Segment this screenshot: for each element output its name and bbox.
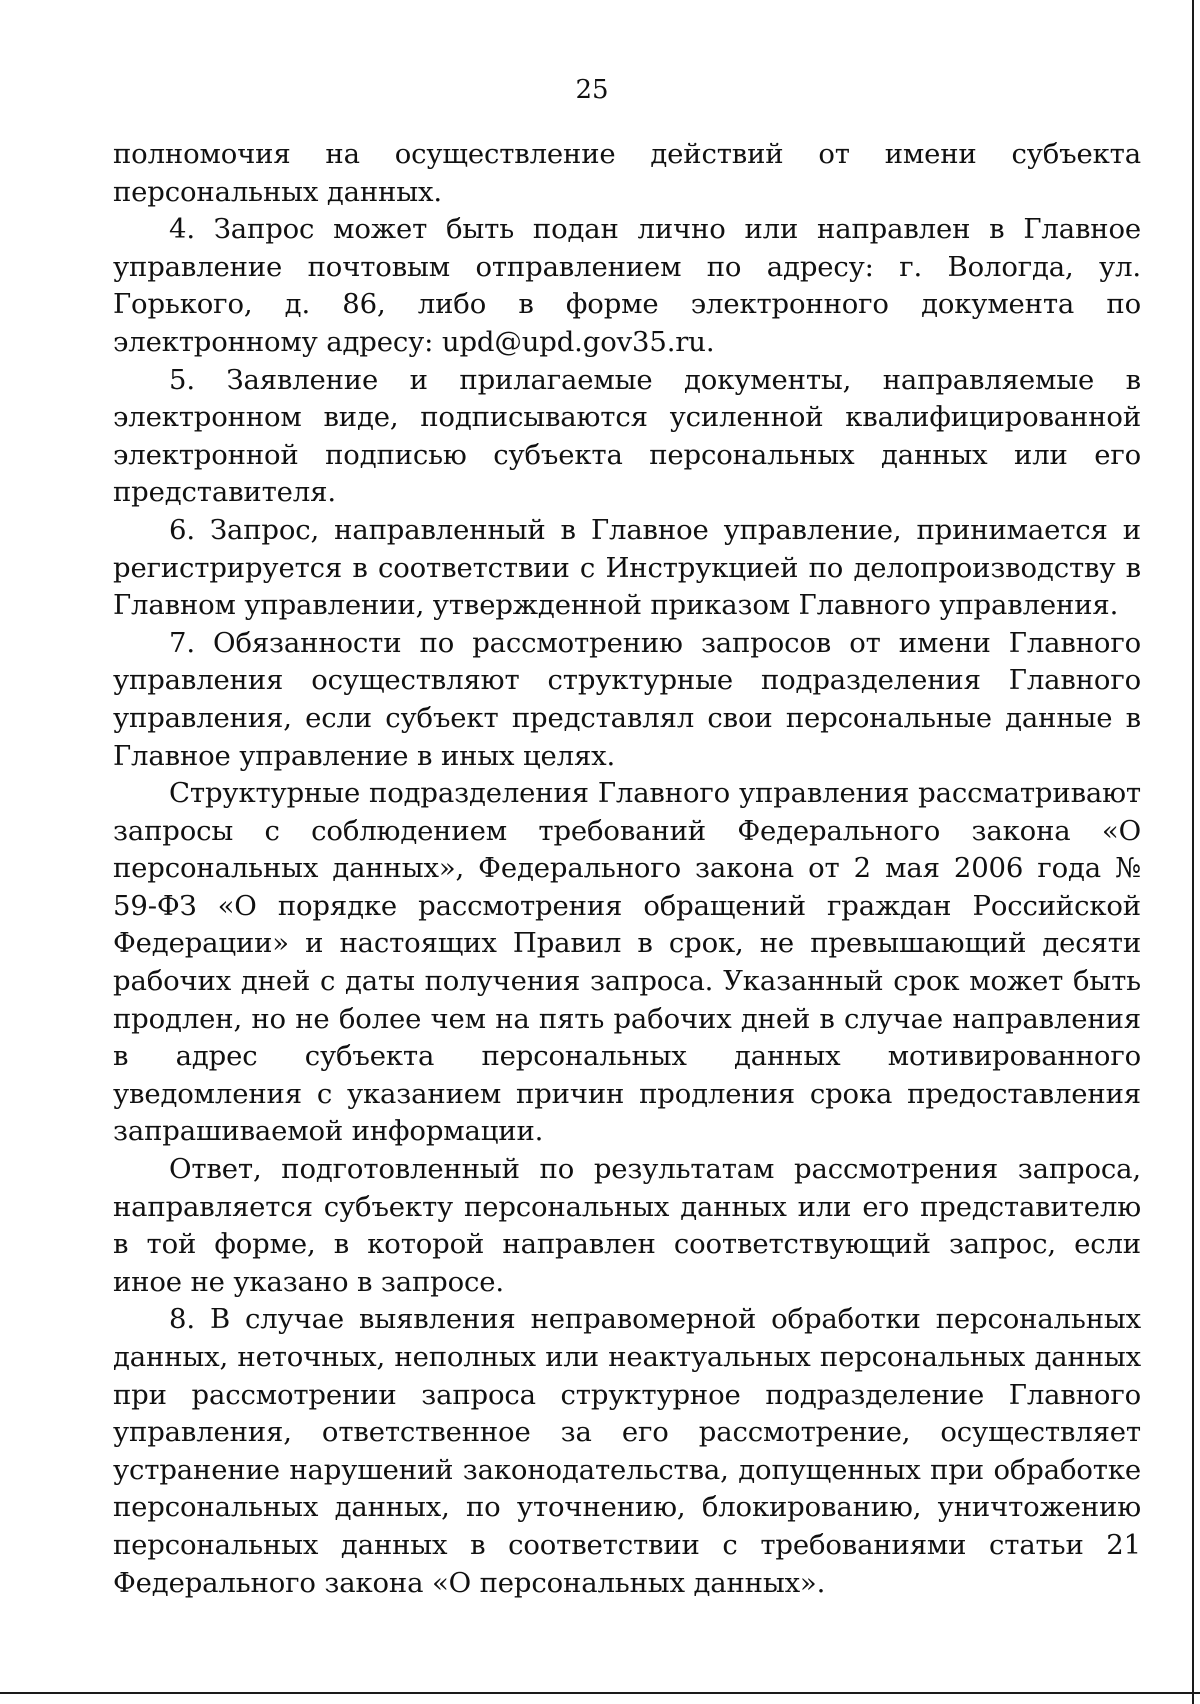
paragraph-item-7: 7. Обязанности по рассмотрению запросов от имени Главного управления осуществляют структурные подразделения Главного управления, если субъект представлял свои персональные данные в Главное управление в иных целях. bbox=[113, 626, 1141, 772]
scan-edge-bottom bbox=[0, 1692, 1200, 1694]
document-body bbox=[113, 136, 1141, 1602]
paragraph-item-7-review-terms: Структурные подразделения Главного управления рассматривают запросы с соблюдением требований Федерального закона «О персональных данных», Федерального закона от 2 мая 2006 года № 59-ФЗ «О порядке рассмотрения обращений граждан Российской Федерации» и настоящих Правил в срок, не превышающий десяти рабочих дней с даты получения запроса. Указанный срок может быть продлен, но не более чем на пять рабочих дней в случае направления в адрес субъекта персональных данных мотивированного уведомления с указанием причин продления срока предоставления запрашиваемой информации. bbox=[113, 777, 1141, 1148]
paragraph-continuation: полномочия на осуществление действий от имени субъекта персональных данных. bbox=[113, 138, 1141, 208]
paragraph-item-7-response: Ответ, подготовленный по результатам рассмотрения запроса, направляется субъекту персональных данных или его представителю в той форме, в которой направлен соответствующий запрос, если иное не указано в запросе. bbox=[113, 1153, 1141, 1298]
scan-edge-right bbox=[1192, 0, 1194, 1704]
paragraph-item-5: 5. Заявление и прилагаемые документы, направляемые в электронном виде, подписываются усиленной квалифицированной электронной подписью субъекта персональных данных или его представителя. bbox=[113, 363, 1141, 509]
paragraph-item-8: 8. В случае выявления неправомерной обработки персональных данных, неточных, неполных или неактуальных персональных данных при рассмотрении запроса структурное подразделение Главного управления, ответственное за его рассмотрение, осуществляет устранение нарушений законодательства, допущенных при обработке персональных данных, по уточнению, блокированию, уничтожению персональных данных в соответствии с требованиями статьи 21 Федерального закона «О персональных данных». bbox=[113, 1303, 1141, 1599]
paragraph-item-4: 4. Запрос может быть подан лично или направлен в Главное управление почтовым отправлением по адресу: г. Вологда, ул. Горького, д. 86, либо в форме электронного документа по электронному адресу: upd@upd.gov35.ru. bbox=[113, 213, 1141, 358]
paragraph-item-6: 6. Запрос, направленный в Главное управление, принимается и регистрируется в соответствии с Инструкцией по делопроизводству в Главном управлении, утвержденной приказом Главного управления. bbox=[113, 513, 1141, 622]
page-number: 25 bbox=[575, 75, 609, 105]
